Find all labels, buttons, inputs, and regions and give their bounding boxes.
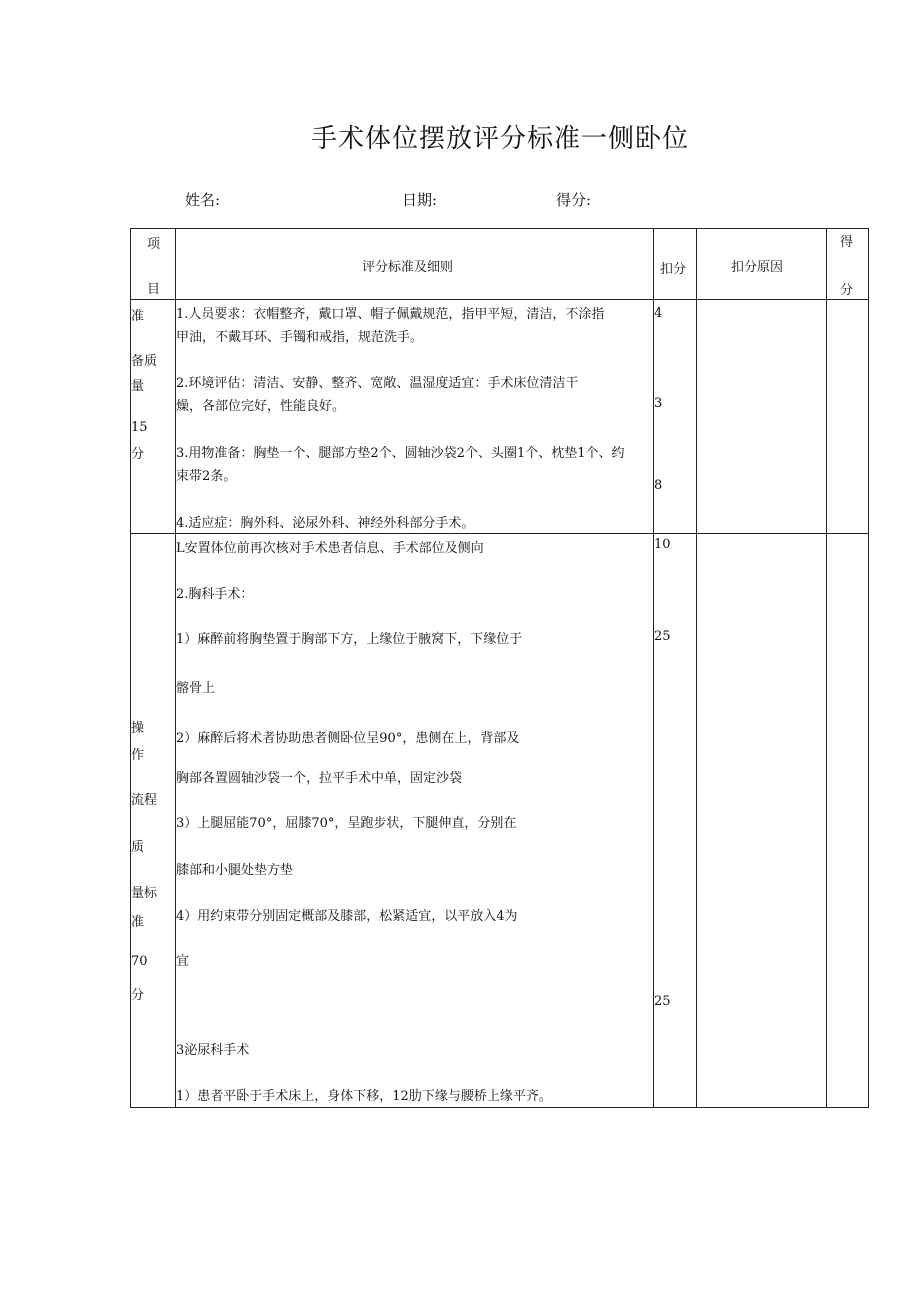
header-item-top: 项 (147, 237, 161, 252)
scoring-table (130, 228, 869, 1108)
prep-points-cell (654, 300, 697, 534)
operation-category-2: 作 (131, 748, 145, 763)
operation-line-5: 2）麻醉后将术者协助患者侧卧位呈90°，患侧在上，背部及 (176, 731, 520, 746)
prep-score-cell[interactable] (827, 300, 869, 534)
date-label: 日期: (402, 191, 438, 209)
operation-category-1: 操 (131, 721, 145, 736)
operation-category-5: 量标 (131, 886, 158, 901)
header-score-bottom: 分 (840, 283, 854, 298)
operation-line-2: 2.胸科手术： (176, 587, 254, 602)
operation-line-4: 髂骨上 (176, 681, 216, 696)
header-deduct: 扣分 (660, 262, 687, 277)
operation-reason-cell[interactable] (697, 534, 827, 1108)
header-reason: 扣分原因 (731, 260, 784, 275)
operation-category-4: 质 (131, 840, 145, 855)
operation-category-7: 70 (131, 954, 148, 969)
prep-category-cell (131, 300, 176, 534)
prep-criteria-cell (176, 300, 654, 534)
prep-category-4: 15 (131, 420, 148, 435)
prep-category-2: 备质 (131, 354, 158, 369)
header-criteria-cell (176, 229, 654, 300)
header-score-cell (827, 229, 869, 300)
name-label: 姓名: (185, 191, 221, 209)
prep-item-1: 1.人员要求：衣帽整齐，戴口罩、帽子佩戴规范，指甲平短，清洁，不涂指甲油，不戴耳环、手镯和戒指，规范洗手。 (176, 307, 605, 345)
operation-points-1: 10 (654, 537, 671, 552)
prep-points-3: 8 (654, 478, 663, 493)
operation-line-9: 4）用约束带分别固定概部及膝部，松紧适宜，以平放入4为 (176, 909, 518, 924)
operation-line-1: L安置体位前再次核对手术患者信息、手术部位及侧向 (176, 541, 484, 556)
operation-points-2: 25 (654, 629, 671, 644)
operation-line-3: 1）麻醉前将胸垫置于胸部下方，上缘位于腋窝下，下缘位于 (176, 632, 523, 647)
operation-line-6: 胸部各置圆轴沙袋一个，拉平手术中单，固定沙袋 (176, 771, 463, 786)
prep-category-5: 分 (131, 447, 145, 462)
operation-category-cell (131, 534, 176, 1108)
header-reason-cell (697, 229, 827, 300)
operation-criteria-cell (176, 534, 654, 1108)
operation-category-6: 准 (131, 915, 145, 930)
operation-points-3: 25 (654, 994, 671, 1009)
operation-category-8: 分 (131, 988, 145, 1003)
header-item-bottom: 目 (147, 282, 161, 297)
operation-line-7: 3）上腿屈能70°，屈膝70°，呈跑步状，下腿伸直，分别在 (176, 816, 517, 831)
prep-points-2: 3 (654, 396, 663, 411)
prep-item-2: 2.环境评估：清洁、安静、整齐、宽敞、温湿度适宜：手术床位清洁干燥，各部位完好，性能良好。 (176, 376, 579, 414)
score-label: 得分: (556, 191, 592, 209)
operation-points-cell (654, 534, 697, 1108)
prep-category-3: 量 (131, 379, 145, 394)
prep-row (131, 300, 869, 534)
header-item-cell (131, 229, 176, 300)
operation-line-10: 宜 (176, 954, 190, 969)
prep-category-1: 准 (131, 309, 145, 324)
operation-line-8: 膝部和小腿处垫方垫 (176, 863, 294, 878)
header-deduct-cell (654, 229, 697, 300)
page-title: 手术体位摆放评分标准一侧卧位 (310, 124, 689, 154)
prep-item-4: 4.适应症：胸外科、泌尿外科、神经外科部分手术。 (176, 516, 475, 531)
operation-category-3: 流程 (131, 793, 158, 808)
header-score-top: 得 (840, 235, 854, 250)
prep-reason-cell[interactable] (697, 300, 827, 534)
header-row (131, 229, 869, 300)
header-criteria: 评分标准及细则 (362, 260, 454, 275)
operation-line-11: 3泌尿科手术 (176, 1043, 250, 1058)
operation-line-12: 1）患者平卧于手术床上，身体下移，12肋下缘与腰桥上缘平齐。 (176, 1089, 552, 1104)
operation-row (131, 534, 869, 1108)
operation-score-cell[interactable] (827, 534, 869, 1108)
prep-item-3: 3.用物准备：胸垫一个、腿部方垫2个、圆轴沙袋2个、头圈1个、枕垫1个、约束带2条。 (176, 446, 625, 484)
prep-points-1: 4 (654, 306, 663, 321)
